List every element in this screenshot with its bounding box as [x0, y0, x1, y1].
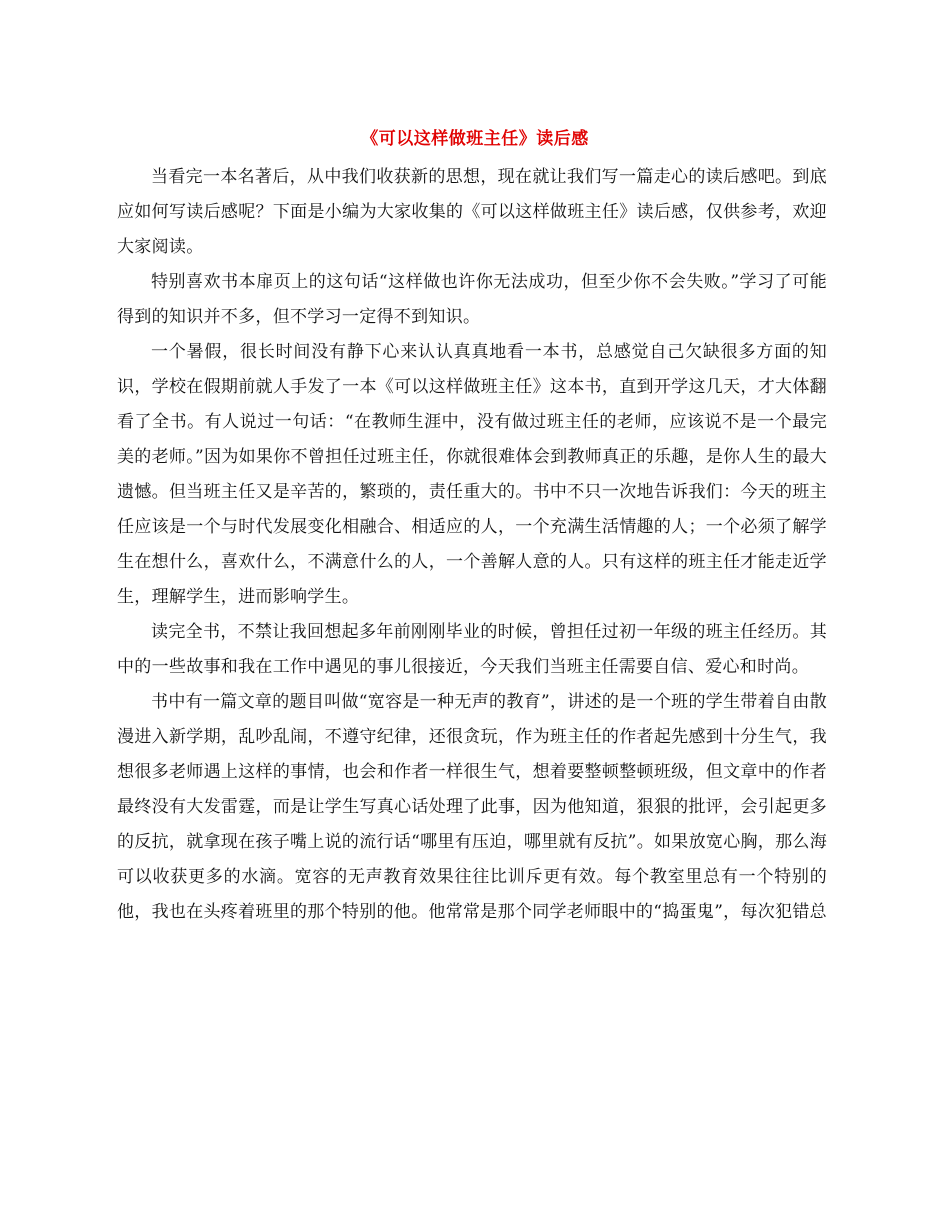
document-body: [117, 160, 827, 930]
paragraph-5: 书中有一篇文章的题目叫做“宽容是一种无声的教育”，讲述的是一个班的学生带着自由散漫进入新学期，乱吵乱闹，不遵守纪律，还很贪玩，作为班主任的作者起先感到十分生气，我想很多老师遇上这样的事情，也会和作者一样很生气，想着要整顿整顿班级，但文章中的作者最终没有大发雷霆，而是让学生写真心话处理了此事，因为他知道，狠狠的批评，会引起更多的反抗，就拿现在孩子嘴上说的流行话“哪里有压迫，哪里就有反抗”。如果放宽心胸，那么海可以收获更多的水滴。宽容的无声教育效果往往比训斥更有效。每个教室里总有一个特别的他，我也在头疼着班里的那个特别的他。他常常是那个同学老师眼中的“捣蛋鬼”，每次犯错总: [117, 692, 827, 922]
document-title: 《可以这样做班主任》读后感: [361, 129, 589, 149]
paragraph-1: 当看完一本名著后，从中我们收获新的思想，现在就让我们写一篇走心的读后感吧。到底应如何写读后感呢？下面是小编为大家收集的《可以这样做班主任》读后感，仅供参考，欢迎大家阅读。: [117, 167, 827, 257]
paragraph-4: 读完全书，不禁让我回想起多年前刚刚毕业的时候，曾担任过初一年级的班主任经历。其中的一些故事和我在工作中遇见的事儿很接近，今天我们当班主任需要自信、爱心和时尚。: [117, 622, 827, 677]
paragraph-2: 特别喜欢书本扉页上的这句话“这样做也许你无法成功，但至少你不会失败。”学习了可能得到的知识并不多，但不学习一定得不到知识。: [117, 272, 827, 327]
paragraph-3: 一个暑假，很长时间没有静下心来认认真真地看一本书，总感觉自己欠缺很多方面的知识，学校在假期前就人手发了一本《可以这样做班主任》这本书，直到开学这几天，才大体翻看了全书。有人说过一句话：“在教师生涯中，没有做过班主任的老师，应该说不是一个最完美的老师。”因为如果你不曾担任过班主任，你就很难体会到教师真正的乐趣，是你人生的最大遗憾。但当班主任又是辛苦的，繁琐的，责任重大的。书中不只一次地告诉我们：今天的班主任应该是一个与时代发展变化相融合、相适应的人，一个充满生活情趣的人；一个必须了解学生在想什么，喜欢什么，不满意什么的人，一个善解人意的人。只有这样的班主任才能走近学生，理解学生，进而影响学生。: [117, 342, 827, 607]
